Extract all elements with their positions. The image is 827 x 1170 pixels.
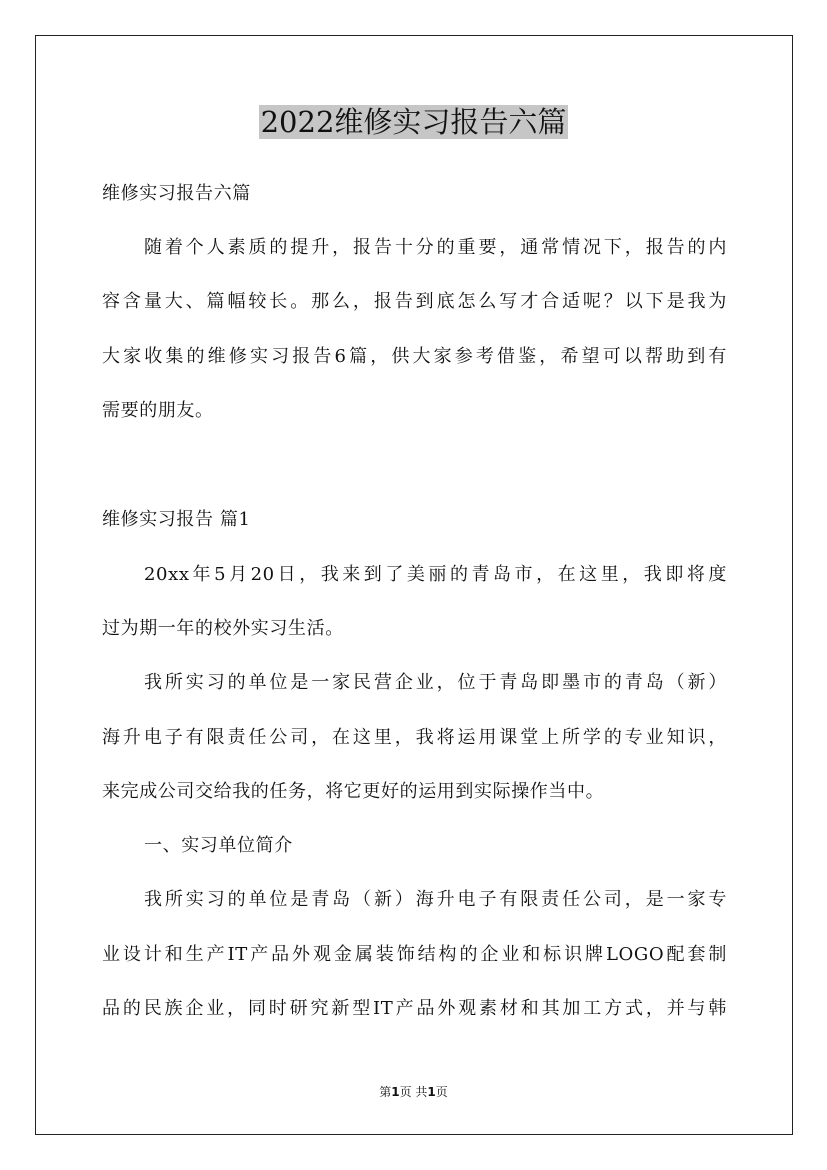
paragraph1-line-2: 过为期一年的校外实习生活。 <box>102 618 344 639</box>
intro-line-2: 容含量大、篇幅较长。那么，报告到底怎么写才合适呢？以下是我为 <box>102 291 727 312</box>
paragraph3-line-2: 业设计和生产IT产品外观金属装饰结构的企业和标识牌LOGO配套制 <box>102 944 727 965</box>
footer-prefix: 第 <box>379 1085 392 1099</box>
section-heading: 维修实习报告 篇1 <box>102 509 251 530</box>
intro-line-3: 大家收集的维修实习报告6篇，供大家参考借鉴，希望可以帮助到有 <box>102 346 727 367</box>
subheading: 一、实习单位简介 <box>144 835 293 856</box>
paragraph1-line-1: 20xx年5月20日，我来到了美丽的青岛市，在这里，我即将度 <box>144 564 727 585</box>
paragraph2-line-1: 我所实习的单位是一家民营企业，位于青岛即墨市的青岛（新） <box>144 672 727 693</box>
document-title-text: 2022维修实习报告六篇 <box>260 105 567 139</box>
paragraph3-line-3: 品的民族企业，同时研究新型IT产品外观素材和其加工方式，并与韩 <box>102 998 727 1019</box>
paragraph2-line-2: 海升电子有限责任公司，在这里，我将运用课堂上所学的专业知识， <box>102 727 727 748</box>
paragraph2-line-3: 来完成公司交给我的任务，将它更好的运用到实际操作当中。 <box>102 781 605 802</box>
footer-middle: 页 共 <box>399 1085 428 1099</box>
document-title <box>0 100 827 144</box>
intro-line-4: 需要的朋友。 <box>102 400 214 421</box>
paragraph3-line-1: 我所实习的单位是青岛（新）海升电子有限责任公司，是一家专 <box>144 889 727 910</box>
footer-total-pages: 1 <box>427 1085 436 1099</box>
intro-line-1: 随着个人素质的提升，报告十分的重要，通常情况下，报告的内 <box>144 237 727 258</box>
page-footer <box>0 1083 827 1101</box>
footer-current-page: 1 <box>391 1085 400 1099</box>
footer-end: 页 <box>435 1085 448 1099</box>
document-subtitle: 维修实习报告六篇 <box>102 183 251 204</box>
